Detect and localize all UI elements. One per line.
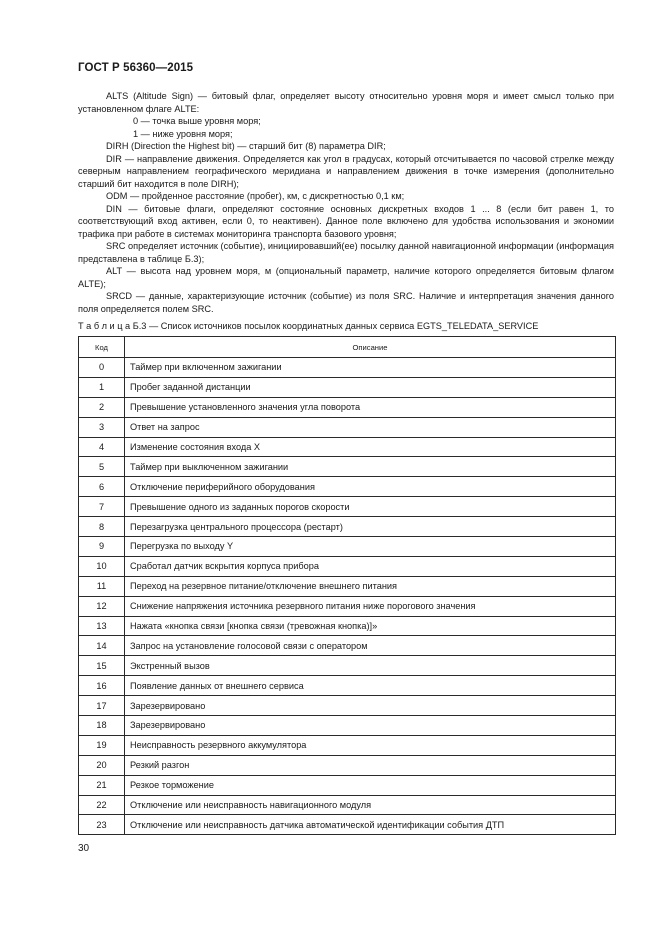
table-row xyxy=(79,537,616,557)
row-description: Нажата «кнопка связи [кнопка связи (тревожная кнопка)]» xyxy=(125,616,616,636)
page-number: 30 xyxy=(78,843,90,854)
row-description: Ответ на запрос xyxy=(125,417,616,437)
table-row xyxy=(79,457,616,477)
row-description: Превышение одного из заданных порогов скорости xyxy=(125,497,616,517)
row-code: 23 xyxy=(79,815,125,835)
source-table xyxy=(78,336,616,835)
page-header: ГОСТ Р 56360—2015 xyxy=(78,62,194,74)
paragraph-din: DIN — битовые флаги, определяют состояние основных дискретных входов 1 ... 8 (если бит равен 1, то соответствующий вход активен, если 0, то неактивен). Данное поле включено для удобства использования и экономии трафика при работе в системах мониторинга транспорта базового уровня; xyxy=(78,203,614,239)
row-code: 22 xyxy=(79,795,125,815)
row-description: Сработал датчик вскрытия корпуса прибора xyxy=(125,556,616,576)
row-code: 11 xyxy=(79,576,125,596)
row-code: 9 xyxy=(79,537,125,557)
table-row xyxy=(79,755,616,775)
table-row xyxy=(79,596,616,616)
paragraph-alts-1: 1 — ниже уровня моря; xyxy=(133,128,233,139)
row-code: 8 xyxy=(79,517,125,537)
row-code: 14 xyxy=(79,636,125,656)
paragraph-dirh: DIRH (Direction the Highest bit) — старший бит (8) параметра DIR; xyxy=(106,141,386,151)
table-row xyxy=(79,795,616,815)
row-description: Перезагрузка центрального процессора (рестарт) xyxy=(125,517,616,537)
table-row xyxy=(79,616,616,636)
row-description: Зарезервировано xyxy=(125,716,616,736)
row-code: 21 xyxy=(79,775,125,795)
paragraph-alts: ALTS (Altitude Sign) — битовый флаг, определяет высоту относительно уровня моря и имеет смысл только при установленном флаге ALTE: xyxy=(78,91,614,114)
row-description: Изменение состояния входа X xyxy=(125,437,616,457)
table-row xyxy=(79,358,616,378)
row-code: 1 xyxy=(79,377,125,397)
table-row xyxy=(79,676,616,696)
row-code: 12 xyxy=(79,596,125,616)
table-row xyxy=(79,377,616,397)
row-description: Переход на резервное питание/отключение внешнего питания xyxy=(125,576,616,596)
row-description: Снижение напряжения источника резервного питания ниже порогового значения xyxy=(125,596,616,616)
table-row xyxy=(79,775,616,795)
header-code: Код xyxy=(79,337,125,358)
row-code: 5 xyxy=(79,457,125,477)
row-code: 10 xyxy=(79,556,125,576)
table-row xyxy=(79,397,616,417)
row-description: Экстренный вызов xyxy=(125,656,616,676)
table-row xyxy=(79,517,616,537)
row-description: Запрос на установление голосовой связи с оператором xyxy=(125,636,616,656)
table-row xyxy=(79,437,616,457)
row-description: Отключение или неисправность навигационного модуля xyxy=(125,795,616,815)
row-code: 7 xyxy=(79,497,125,517)
table-caption: Т а б л и ц а Б.3 — Список источников посылок координатных данных сервиса EGTS_TELEDATA_SERVICE xyxy=(78,321,539,331)
row-description: Таймер при включенном зажигании xyxy=(125,358,616,378)
row-code: 15 xyxy=(79,656,125,676)
row-code: 19 xyxy=(79,735,125,755)
table-row xyxy=(79,417,616,437)
table-row xyxy=(79,477,616,497)
row-description: Появление данных от внешнего сервиса xyxy=(125,676,616,696)
paragraph-srcd: SRCD — данные, характеризующие источник (событие) из поля SRC. Наличие и интерпретация значения данного поля определяется полем SRC. xyxy=(78,291,614,314)
row-code: 2 xyxy=(79,397,125,417)
table-row xyxy=(79,497,616,517)
row-description: Превышение установленного значения угла поворота xyxy=(125,397,616,417)
row-code: 3 xyxy=(79,417,125,437)
paragraph-alts-0: 0 — точка выше уровня моря; xyxy=(133,116,261,126)
paragraph-src: SRC определяет источник (событие), инициировавший(ее) посылку данной навигационной информации (информация представлена в таблице Б.3); xyxy=(78,241,614,264)
table-row xyxy=(79,556,616,576)
row-code: 6 xyxy=(79,477,125,497)
row-description: Резкий разгон xyxy=(125,755,616,775)
row-description: Зарезервировано xyxy=(125,696,616,716)
body-text xyxy=(78,90,614,315)
row-description: Отключение периферийного оборудования xyxy=(125,477,616,497)
row-description: Резкое торможение xyxy=(125,775,616,795)
row-description: Перегрузка по выходу Y xyxy=(125,537,616,557)
table-row xyxy=(79,656,616,676)
paragraph-alt: ALT — высота над уровнем моря, м (опциональный параметр, наличие которого определяется битовым флагом ALTE); xyxy=(78,266,614,289)
row-code: 18 xyxy=(79,716,125,736)
row-description: Неисправность резервного аккумулятора xyxy=(125,735,616,755)
table-header-row xyxy=(79,337,616,358)
row-description: Пробег заданной дистанции xyxy=(125,377,616,397)
row-code: 20 xyxy=(79,755,125,775)
table-row xyxy=(79,696,616,716)
row-code: 17 xyxy=(79,696,125,716)
table-row xyxy=(79,735,616,755)
header-description: Описание xyxy=(125,337,616,358)
table-row xyxy=(79,716,616,736)
paragraph-odm: ODM — пройденное расстояние (пробег), км, с дискретностью 0,1 км; xyxy=(106,191,405,201)
row-code: 16 xyxy=(79,676,125,696)
table-row xyxy=(79,815,616,835)
row-description: Таймер при выключенном зажигании xyxy=(125,457,616,477)
row-code: 4 xyxy=(79,437,125,457)
row-code: 0 xyxy=(79,358,125,378)
row-description: Отключение или неисправность датчика автоматической идентификации события ДТП xyxy=(125,815,616,835)
paragraph-dir: DIR — направление движения. Определяется как угол в градусах, который отсчитывается по часовой стрелке между северным направлением географического меридиана и направлением движения в точке измерения (дополнительно старший бит находится в поле DIRH); xyxy=(78,153,614,189)
table-row xyxy=(79,576,616,596)
table-row xyxy=(79,636,616,656)
row-code: 13 xyxy=(79,616,125,636)
